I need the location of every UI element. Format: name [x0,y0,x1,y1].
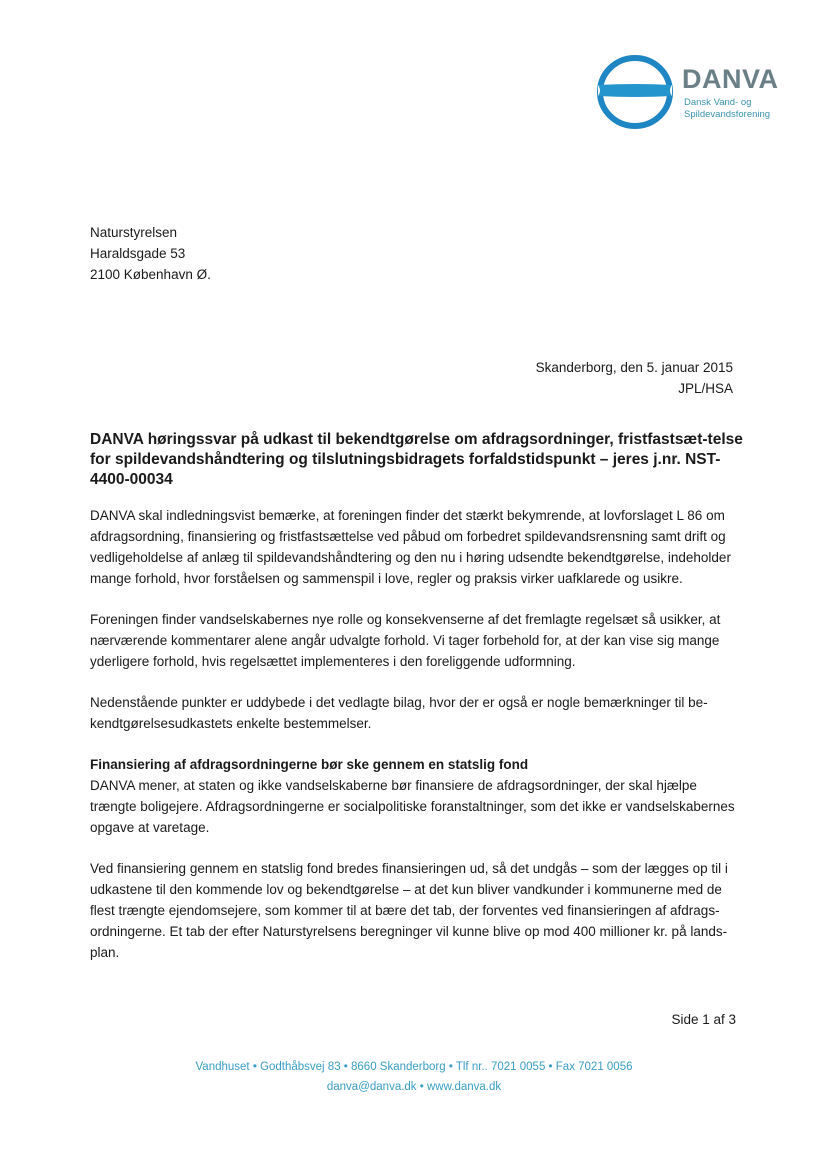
letter-subject: DANVA høringssvar på udkast til bekendtgørelse om afdragsordninger, fristfastsæt-telse for spildevandshåndtering og tilslutningsbidragets forfaldstidspunkt – jeres j.nr. NST-4400-00034 [90,431,743,488]
body-paragraph-5: Ved finansiering gennem en statslig fond bredes finansieringen ud, så det undgås – som der lægges op til i udkastene til den kommende lov og bekendtgørelse – at det kun bliver vandkunder i kommunerne med de flest trængte ejendomsejere, som kommer til at bære det tab, der forventes ved finansieringen af afdrags-ordningerne. Et tab der efter Naturstyrelsens beregninger vil kunne blive op mod 400 millioner kr. på lands-plan. [90,861,728,960]
section-heading: Finansiering af afdragsordningerne bør ske gennem en statslig fond [90,757,529,772]
body-paragraph-3: Nedenstående punkter er uddybede i det vedlagte bilag, hvor der er også er nogle bemærkninger til be-kendtgørelsesudkastets enkelte bestemmelser. [90,695,708,731]
recipient-name: Naturstyrelsen [90,225,178,240]
recipient-street: Haraldsgade 53 [90,246,186,261]
logo-tagline [684,97,770,121]
footer-contact: danva@danva.dk • www.danva.dk [326,1081,502,1093]
section-financing [90,754,742,838]
danva-logo-icon [594,52,678,132]
danva-logo [594,52,794,132]
recipient-address [90,222,211,285]
letter-footer [0,1057,828,1097]
letter-date: Skanderborg, den 5. januar 2015 [535,360,733,375]
body-paragraph-2: Foreningen finder vandselskabernes nye rolle og konsekvenserne af det fremlagte regelsæt så usikker, at nærværende kommentarer alene angår udvalgte forhold. Vi tager forbehold for, at der kan vise sig mange yderligere forhold, hvis regelsættet implementeres i den foreliggende udformning. [90,612,721,669]
logo-tagline-line1: Dansk Vand- og [684,97,752,108]
body-paragraph-1: DANVA skal indledningsvist bemærke, at foreningen finder det stærkt bekymrende, at lovforslaget L 86 om afdragsordning, finansiering og fristfastsættelse ved påbud om forbedret spildevandsrensning samt drift og vedligeholdelse af anlæg til spildevandshåndtering og den nu i høring udsendte bekendtgørelse, indeholder mange forhold, hvor forståelsen og sammenspil i love, regler og praksis virker uafklarede og usikre. [90,508,731,586]
page-number: Side 1 af 3 [671,1012,736,1027]
letter-reference: JPL/HSA [678,381,733,396]
body-paragraph-4: DANVA mener, at staten og ikke vandselskaberne bør finansiere de afdragsordninger, der skal hjælpe trængte boligejere. Afdragsordningerne er socialpolitiske foranstaltninger, som det ikke er vandselskabernes opgave at varetage. [90,778,735,835]
footer-address: Vandhuset • Godthåbsvej 83 • 8660 Skanderborg • Tlf nr.. 7021 0055 • Fax 7021 0056 [195,1061,633,1073]
logo-tagline-line2: Spildevandsforening [684,109,771,120]
recipient-city: 2100 København Ø. [90,267,211,282]
date-reference [536,357,733,399]
logo-wordmark: DANVA [682,64,779,94]
letter-body [90,505,742,983]
